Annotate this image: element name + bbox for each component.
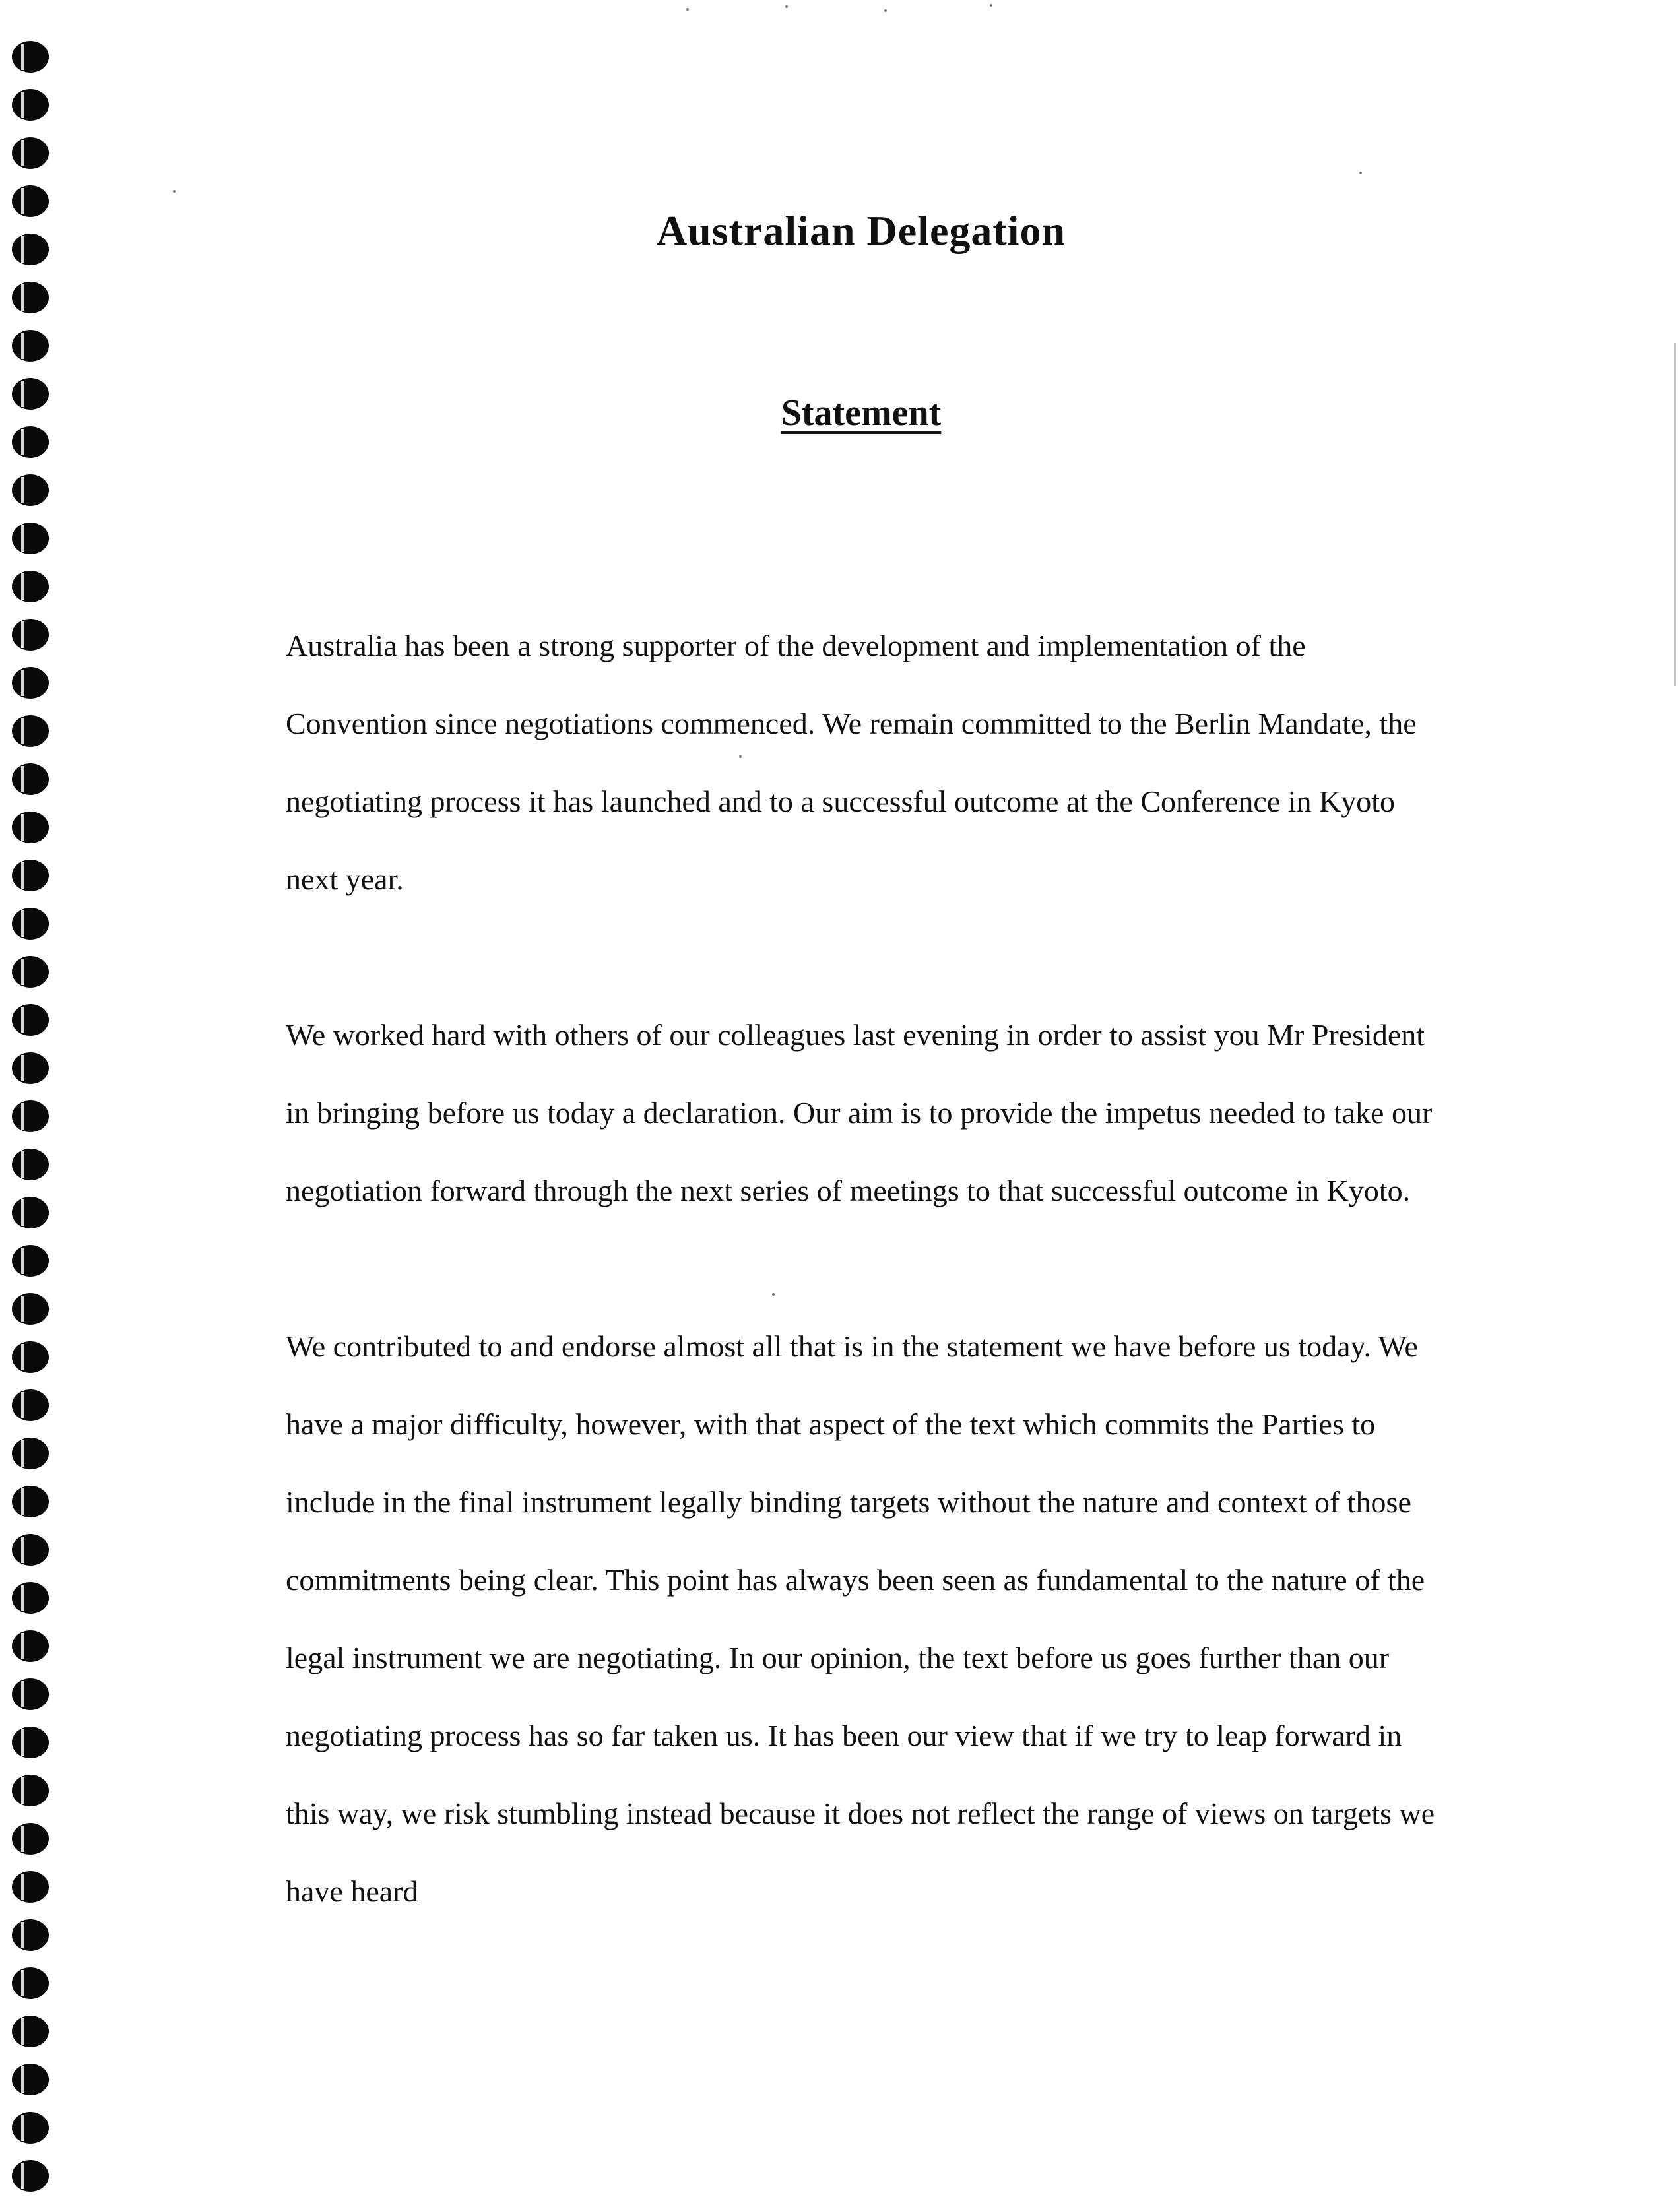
document-subtitle: Statement — [781, 393, 942, 434]
document-body — [286, 607, 1447, 1930]
paragraph: We contributed to and endorse almost all that is in the statement we have before us today. We have a major difficulty, however, with that aspect of the text which commits the Parties to include in the final instrument legally binding targets without the nature and context of those commitments being clear. This point has always been seen as fundamental to the nature of the legal instrument we are negotiating. In our opinion, the text before us goes further than our negotiating process has so far taken us. It has been our view that if we try to leap forward in this way, we risk stumbling instead because it does not reflect the range of views on targets we have heard — [286, 1329, 1435, 1908]
binder-hole — [12, 41, 49, 73]
binder-hole — [12, 1052, 49, 1084]
binder-hole — [12, 956, 49, 988]
scan-speck — [1359, 172, 1362, 174]
binder-hole — [12, 571, 49, 602]
binder-hole — [12, 1004, 49, 1036]
binder-hole — [12, 1534, 49, 1566]
binder-hole — [12, 812, 49, 843]
binder-hole — [12, 860, 49, 891]
binder-hole — [12, 1823, 49, 1855]
binder-hole — [12, 1389, 49, 1421]
binder-hole — [12, 908, 49, 940]
binder-hole — [12, 1582, 49, 1614]
binder-hole — [12, 1149, 49, 1180]
binder-hole — [12, 1100, 49, 1132]
document-title: Australian Delegation — [656, 207, 1066, 254]
binder-hole — [12, 282, 49, 313]
binder-hole — [12, 2160, 49, 2192]
binder-hole — [12, 2064, 49, 2095]
binder-hole — [12, 330, 49, 362]
binder-hole — [12, 1293, 49, 1325]
binder-hole — [12, 1775, 49, 1806]
binder-hole — [12, 1438, 49, 1469]
scan-speck — [173, 190, 176, 193]
binder-holes — [12, 41, 54, 2198]
binder-hole — [12, 667, 49, 699]
scan-speck — [785, 5, 788, 8]
binder-hole — [12, 1871, 49, 1903]
binder-hole — [12, 1919, 49, 1951]
binder-hole — [12, 1630, 49, 1662]
binder-hole — [12, 1967, 49, 1999]
scan-speck — [990, 4, 992, 7]
scan-speck — [884, 9, 887, 12]
binder-hole — [12, 1245, 49, 1277]
binder-hole — [12, 2016, 49, 2047]
binder-hole — [12, 2112, 49, 2144]
binder-hole — [12, 474, 49, 506]
scan-speck — [686, 8, 689, 11]
binder-hole — [12, 1678, 49, 1710]
binder-hole — [12, 619, 49, 651]
binder-hole — [12, 715, 49, 747]
binder-hole — [12, 1486, 49, 1517]
binder-hole — [12, 89, 49, 121]
binder-hole — [12, 523, 49, 554]
binder-hole — [12, 763, 49, 795]
paragraph: We worked hard with others of our colleagues last evening in order to assist you Mr President in bringing before us today a declaration. Our aim is to provide the impetus needed to take our negotiation forward through the next series of meetings to that successful outcome in Kyoto. — [286, 1018, 1433, 1207]
binder-hole — [12, 137, 49, 169]
binder-hole — [12, 1341, 49, 1373]
binder-hole — [12, 1197, 49, 1228]
paragraph: Australia has been a strong supporter of the development and implementation of the Convention since negotiations commenced. We remain committed to the Berlin Mandate, the negotiating process it has launched and to a successful outcome at the Conference in Kyoto next year. — [286, 629, 1417, 896]
binder-hole — [12, 1727, 49, 1758]
